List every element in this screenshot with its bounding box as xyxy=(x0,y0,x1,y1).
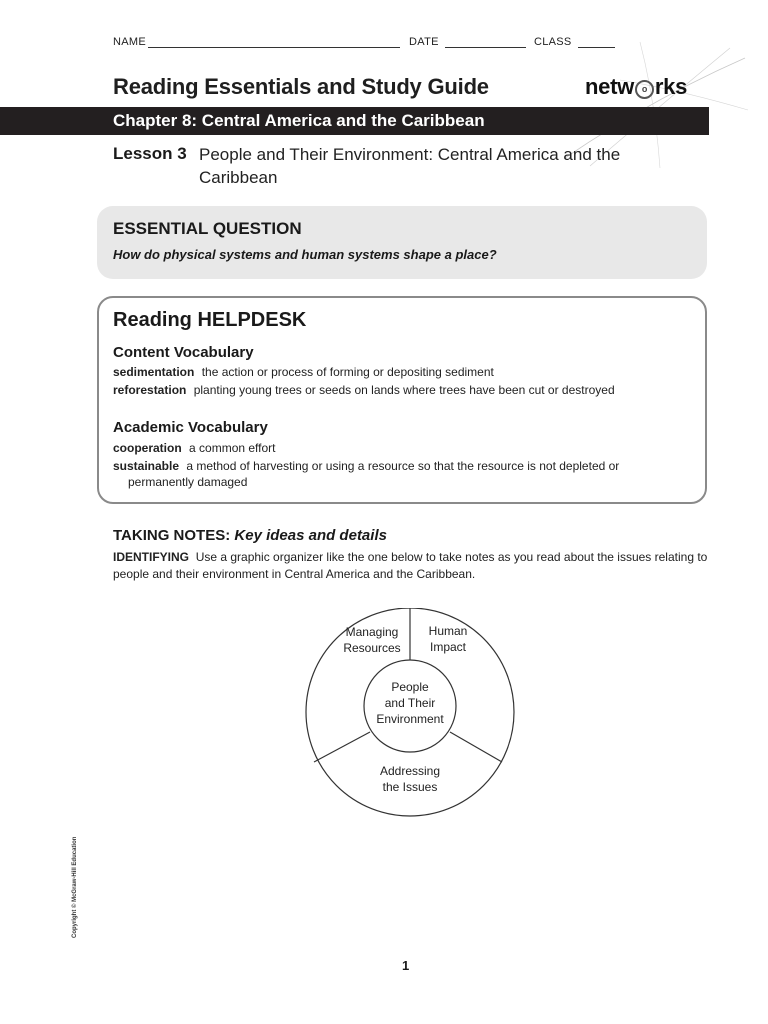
essential-question-box xyxy=(97,206,707,279)
vocab-item-sustainable: sustainable a method of harvesting or using a resource so that the resource is not depleted or permanently damaged xyxy=(113,459,620,489)
organizer-center-label: People and Their Environment xyxy=(376,680,444,726)
date-field-line[interactable] xyxy=(445,47,526,48)
logo-globe-icon: o xyxy=(635,80,654,99)
essential-question-text: How do physical systems and human systems shape a place? xyxy=(113,247,497,262)
organizer-bottom-label: Addressing the Issues xyxy=(379,764,441,794)
lesson-title: People and Their Environment: Central America and the Caribbean xyxy=(199,145,621,187)
helpdesk-heading: Reading HELPDESK xyxy=(113,309,307,331)
page-title: Reading Essentials and Study Guide xyxy=(113,74,489,99)
vocab-item-reforestation: reforestation planting young trees or seeds on lands where trees have been cut or destroyed xyxy=(113,383,615,397)
date-label: DATE xyxy=(409,36,439,48)
divider-right xyxy=(450,732,502,762)
taking-notes-instructions: IDENTIFYING Use a graphic organizer like the one below to take notes as you read about the issues relating to people and their environment in Central America and the Caribbean. xyxy=(113,550,708,581)
taking-notes-heading: TAKING NOTES: Key ideas and details xyxy=(113,527,387,544)
academic-vocabulary-heading: Academic Vocabulary xyxy=(113,419,268,436)
essential-question-heading: ESSENTIAL QUESTION xyxy=(113,219,302,238)
name-label: NAME xyxy=(113,36,146,48)
vocab-item-cooperation: cooperation a common effort xyxy=(113,441,276,455)
copyright-notice: Copyright © McGraw-Hill Education xyxy=(72,836,78,938)
divider-left xyxy=(314,732,370,762)
organizer-top-right-label: Human Impact xyxy=(428,624,468,654)
chapter-title: Chapter 8: Central America and the Caribbean xyxy=(113,111,485,130)
graphic-organizer xyxy=(302,608,518,818)
organizer-top-left-label: Managing Resources xyxy=(343,625,401,655)
lesson-number: Lesson 3 xyxy=(113,144,187,163)
page-number: 1 xyxy=(402,958,410,973)
content-vocabulary-heading: Content Vocabulary xyxy=(113,344,254,361)
class-label: CLASS xyxy=(534,36,572,48)
vocab-item-sedimentation: sedimentation the action or process of forming or depositing sediment xyxy=(113,365,494,379)
networks-logo: netw o rks xyxy=(585,74,688,99)
name-field-line[interactable] xyxy=(148,47,400,48)
